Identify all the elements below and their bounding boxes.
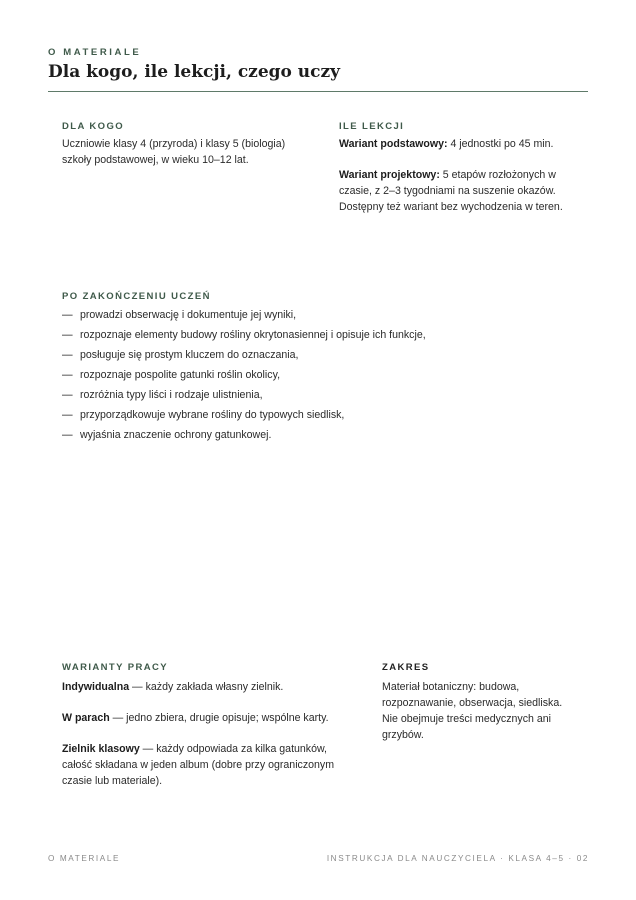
- outcomes-label: PO ZAKOŃCZENIU UCZEŃ: [62, 291, 211, 302]
- variant-item: [62, 741, 347, 789]
- outcome-text: prowadzi obserwację i dokumentuje jej wyniki,: [80, 309, 297, 321]
- section-kicker: O MATERIALE: [48, 47, 142, 58]
- variant-desc: — każdy zakłada własny zielnik.: [129, 681, 284, 693]
- outcome-text: wyjaśnia znaczenie ochrony gatunkowej.: [80, 429, 272, 441]
- footer-document-info: INSTRUKCJA DLA NAUCZYCIELA · KLASA 4–5 · 02: [326, 854, 589, 863]
- list-item: [62, 347, 582, 367]
- lessons-project: [339, 167, 589, 215]
- outcome-text: rozpoznaje elementy budowy rośliny okrytonasiennej i opisuje ich funkcje,: [80, 329, 426, 341]
- variants-text: [62, 679, 347, 789]
- scope-label: ZAKRES: [382, 662, 430, 673]
- list-item: [62, 387, 582, 407]
- outcome-text: rozpoznaje pospolite gatunki roślin okolicy,: [80, 369, 281, 381]
- dash-bullet: —: [62, 329, 73, 341]
- outcome-text: przyporządkowuje wybrane rośliny do typowych siedlisk,: [80, 409, 345, 421]
- dash-bullet: —: [62, 429, 73, 441]
- variant-term: W parach: [62, 712, 110, 724]
- variant-term: Indywidualna: [62, 681, 130, 693]
- page-title: Dla kogo, ile lekcji, czego uczy: [48, 62, 341, 82]
- audience-text: Uczniowie klasy 4 (przyroda) i klasy 5 (biologia) szkoły podstawowej, w wieku 10–12 lat.: [62, 138, 286, 166]
- lessons-basic: [339, 136, 589, 152]
- lessons-project-term: Wariant projektowy:: [339, 169, 440, 181]
- dash-bullet: —: [62, 349, 73, 361]
- footer-section-name: O MATERIALE: [48, 854, 121, 863]
- variants-label: WARIANTY PRACY: [62, 662, 168, 673]
- variant-term: Zielnik klasowy: [62, 743, 140, 755]
- dash-bullet: —: [62, 409, 73, 421]
- variant-desc: — każdy odpowiada za kilka gatunków, całość składana w jeden album (dobre przy ograniczonym czasie lub materiale).: [62, 743, 335, 787]
- variant-desc: — jedno zbiera, drugie opisuje; wspólne karty.: [109, 712, 329, 724]
- dash-bullet: —: [62, 369, 73, 381]
- list-item: [62, 307, 582, 327]
- audience-label: DLA KOGO: [62, 121, 125, 132]
- dash-bullet: —: [62, 389, 73, 401]
- lessons-basic-term: Wariant podstawowy:: [339, 138, 448, 150]
- lessons-text: [339, 136, 589, 215]
- variant-item: [62, 679, 347, 695]
- list-item: [62, 407, 582, 427]
- outcomes-list: [62, 307, 582, 447]
- list-item: [62, 427, 582, 447]
- lessons-label: ILE LEKCJI: [339, 121, 405, 132]
- dash-bullet: —: [62, 309, 73, 321]
- scope-text: Materiał botaniczny: budowa, rozpoznawanie, obserwacja, siedliska. Nie obejmuje treści medycznych ani grzybów.: [382, 681, 563, 741]
- outcome-text: rozróżnia typy liści i rodzaje ulistnienia,: [80, 389, 263, 401]
- lessons-basic-text: 4 jednostki po 45 min.: [447, 138, 554, 150]
- header-divider: [48, 91, 588, 92]
- variant-item: [62, 710, 347, 726]
- outcome-text: posługuje się prostym kluczem do oznaczania,: [80, 349, 299, 361]
- list-item: [62, 327, 582, 347]
- lessons-project-text: 5 etapów rozłożonych w czasie, z 2–3 tygodniami na suszenie okazów. Dostępny też wariant bez wychodzenia w teren.: [339, 169, 563, 213]
- list-item: [62, 367, 582, 387]
